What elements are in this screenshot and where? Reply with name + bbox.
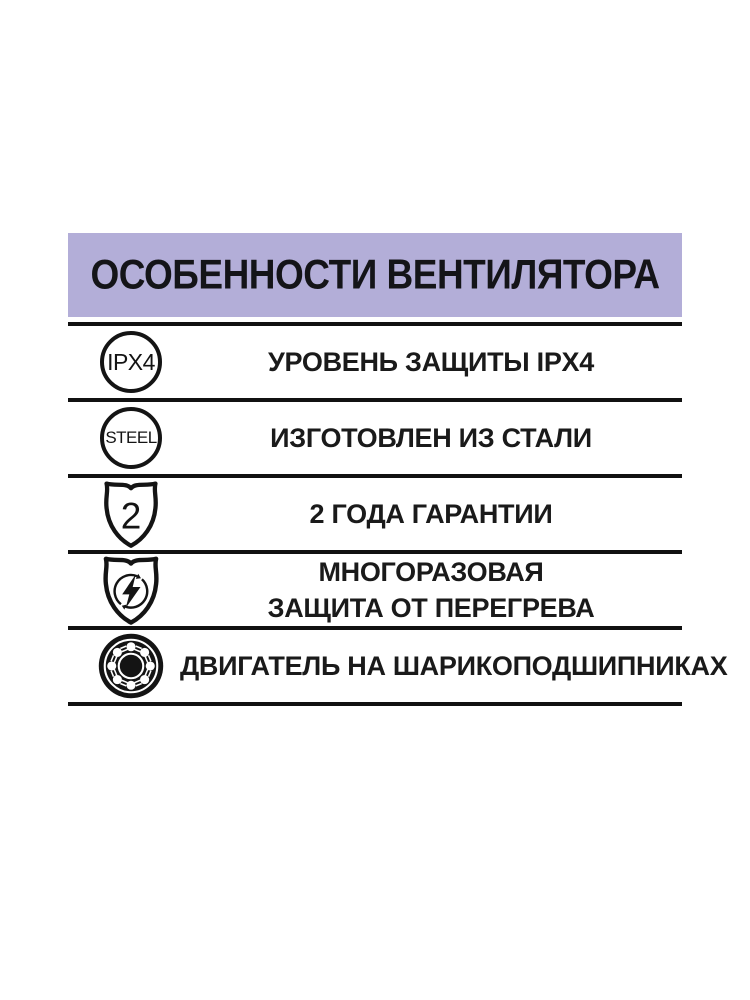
content-sheet bbox=[68, 233, 728, 706]
page-title: ОСОБЕННОСТИ ВЕНТИЛЯТОРА bbox=[90, 251, 660, 298]
header-band bbox=[68, 233, 682, 317]
feature-row-steel-body bbox=[68, 402, 682, 478]
feature-row-ip-rating bbox=[68, 326, 682, 402]
ball-bearing-icon bbox=[96, 631, 166, 701]
ipx4-icon-label: IPX4 bbox=[107, 348, 155, 375]
feature-row-overheat-protection bbox=[68, 554, 682, 630]
warranty-years-label: 2 bbox=[120, 495, 142, 537]
overheat-shield-icon bbox=[97, 552, 165, 628]
steel-circle-icon bbox=[100, 407, 162, 469]
steel-icon-label: STEEL bbox=[105, 428, 157, 447]
feature-row-warranty bbox=[68, 478, 682, 554]
feature-text: УРОВЕНЬ ЗАЩИТЫ IPX4 bbox=[268, 347, 594, 377]
ipx4-circle-icon bbox=[100, 331, 162, 393]
feature-text: ДВИГАТЕЛЬ НА ШАРИКОПОДШИПНИКАХ bbox=[180, 651, 728, 681]
feature-text: МНОГОРАЗОВАЯ ЗАЩИТА ОТ ПЕРЕГРЕВА bbox=[267, 557, 595, 623]
feature-text: 2 ГОДА ГАРАНТИИ bbox=[309, 499, 553, 529]
warranty-shield-icon bbox=[97, 477, 165, 551]
feature-text: ИЗГОТОВЛЕН ИЗ СТАЛИ bbox=[270, 423, 592, 453]
features-list bbox=[68, 322, 728, 706]
feature-row-ball-bearings bbox=[68, 630, 728, 706]
